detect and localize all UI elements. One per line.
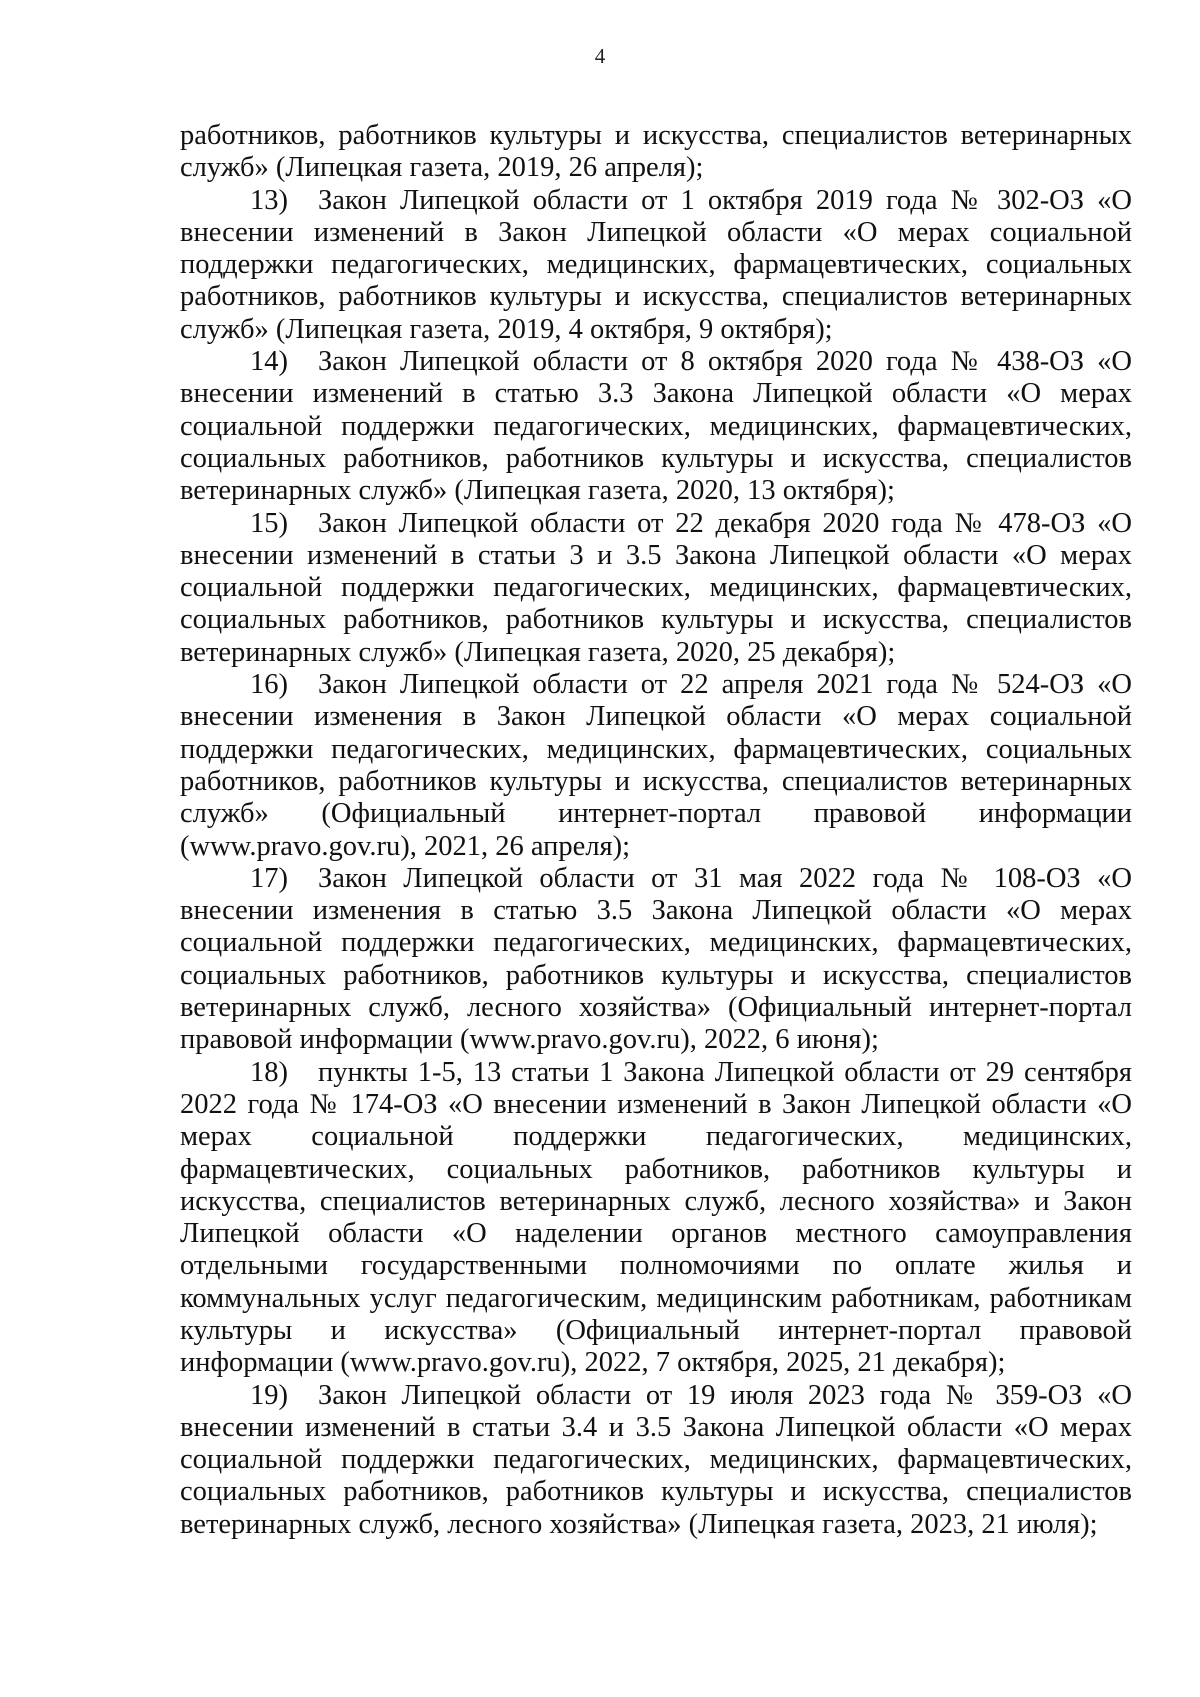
item-number: 15) <box>250 507 288 539</box>
list-item <box>180 669 1132 863</box>
intro-paragraph: работников, работников культуры и искусства, специалистов ветеринарных служб» (Липецкая газета, 2019, 26 апреля); <box>180 120 1132 184</box>
item-text: Закон Липецкой области от 31 мая 2022 года № 108-ОЗ «О внесении изменения в статью 3.5 Закона Липецкой области «О мерах социальной поддержки педагогических, медицинских, фармацевтических, социальных работников, работников культуры и искусства, специалистов ветеринарных служб, лесного хозяйства» (Официальный интернет-портал правовой информации (www.pravo.gov.ru), 2022, 6 июня); <box>180 862 1132 1056</box>
list-item <box>180 1380 1132 1541</box>
item-text: Закон Липецкой области от 8 октября 2020 года № 438-ОЗ «О внесении изменений в статью 3.3 Закона Липецкой области «О мерах социальной поддержки педагогических, медицинских, фармацевтических, социальных работников, работников культуры и искусства, специалистов ветеринарных служб» (Липецкая газета, 2020, 13 октября); <box>180 346 1132 507</box>
document-body <box>180 120 1132 1541</box>
item-number: 19) <box>250 1379 288 1411</box>
item-text: Закон Липецкой области от 19 июля 2023 года № 359-ОЗ «О внесении изменений в статьи 3.4 и 3.5 Закона Липецкой области «О мерах социальной поддержки педагогических, медицинских, фармацевтических, социальных работников, работников культуры и искусства, специалистов ветеринарных служб, лесного хозяйства» (Липецкая газета, 2023, 21 июля); <box>180 1379 1132 1540</box>
item-text: Закон Липецкой области от 1 октября 2019 года № 302-ОЗ «О внесении изменений в Закон Липецкой области «О мерах социальной поддержки педагогических, медицинских, фармацевтических, социальных работников, работников культуры и искусства, специалистов ветеринарных служб» (Липецкая газета, 2019, 4 октября, 9 октября); <box>180 184 1132 345</box>
list-item <box>180 508 1132 669</box>
list-item <box>180 346 1132 507</box>
item-text: пункты 1-5, 13 статьи 1 Закона Липецкой области от 29 сентября 2022 года № 174-ОЗ «О внесении изменений в Закон Липецкой области «О мерах социальной поддержки педагогических, медицинских, фармацевтических, социальных работников, работников культуры и искусства, специалистов ветеринарных служб, лесного хозяйства» и Закон Липецкой области «О наделении органов местного самоуправления отдельными государственными полномочиями по оплате жилья и коммунальных услуг педагогическим, медицинским работникам, работникам культуры и искусства» (Официальный интернет-портал правовой информации (www.pravo.gov.ru), 2022, 7 октября, 2025, 21 декабря); <box>180 1056 1132 1379</box>
item-text: Закон Липецкой области от 22 апреля 2021 года № 524-ОЗ «О внесении изменения в Закон Липецкой области «О мерах социальной поддержки педагогических, медицинских, фармацевтических, социальных работников, работников культуры и искусства, специалистов ветеринарных служб» (Официальный интернет-портал правовой информации (www.pravo.gov.ru), 2021, 26 апреля); <box>180 669 1132 862</box>
item-text: Закон Липецкой области от 22 декабря 2020 года № 478-ОЗ «О внесении изменений в статьи 3 и 3.5 Закона Липецкой области «О мерах социальной поддержки педагогических, медицинских, фармацевтических, социальных работников, работников культуры и искусства, специалистов ветеринарных служб» (Липецкая газета, 2020, 25 декабря); <box>180 507 1132 668</box>
page-number: 4 <box>594 44 606 68</box>
item-number: 14) <box>250 346 288 378</box>
item-number: 16) <box>250 669 288 701</box>
list-item <box>180 863 1132 1057</box>
list-item <box>180 1057 1132 1380</box>
list-item <box>180 185 1132 346</box>
item-number: 17) <box>250 862 288 894</box>
item-number: 13) <box>250 184 288 216</box>
item-number: 18) <box>250 1056 288 1088</box>
